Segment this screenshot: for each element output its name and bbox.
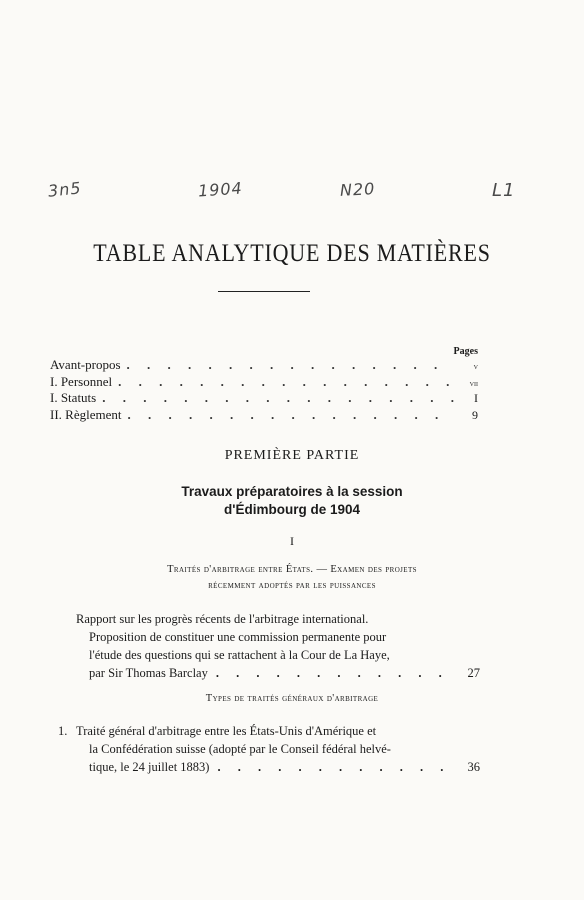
- part-title-line-1: Travaux préparatoires à la session: [181, 484, 403, 499]
- toc-page: v: [473, 361, 478, 371]
- toc-label: I. Personnel: [50, 374, 113, 389]
- toc-row-reglement[interactable]: [50, 407, 478, 425]
- toc-row-statuts[interactable]: [50, 390, 478, 408]
- toc-label: II. Règlement: [50, 407, 122, 422]
- section-heading: [0, 562, 584, 594]
- entry-line: Rapport sur les progrès récents de l'arbitrage international.: [76, 612, 369, 626]
- entry-line: l'étude des questions qui se rattachent à la Cour de La Haye,: [89, 648, 390, 662]
- dot-leader: [102, 390, 454, 406]
- toc-entry-traite[interactable]: [58, 722, 480, 776]
- dot-leader: [217, 758, 456, 776]
- section-heading-line-2: récemment adoptés par les puissances: [208, 580, 376, 591]
- toc-row-avant-propos[interactable]: [50, 357, 478, 375]
- pages-column-header: Pages: [453, 346, 478, 357]
- dot-leader: [127, 357, 454, 373]
- title-divider: [218, 291, 310, 292]
- entry-line-text: Traité général d'arbitrage entre les États-Unis d'Amérique et: [76, 724, 377, 738]
- toc-page: vii: [469, 378, 478, 388]
- toc-page: 9: [472, 408, 478, 422]
- handwritten-note-2: 1904: [197, 178, 244, 201]
- dot-leader: [127, 407, 454, 423]
- entry-line: [58, 722, 480, 740]
- entry-line: Proposition de constituer une commission permanente pour: [89, 630, 387, 644]
- toc-label: I. Statuts: [50, 390, 97, 405]
- dot-leader: [118, 374, 454, 390]
- entry-line: la Confédération suisse (adopté par le Conseil fédéral helvé-: [89, 742, 391, 756]
- entry-line-text: tique, le 24 juillet 1883): [89, 760, 210, 774]
- page-title: TABLE ANALYTIQUE DES MATIÈRES: [93, 238, 491, 267]
- section-heading-line-1: Traités d'arbitrage entre États. — Examen des projets: [167, 564, 417, 575]
- dot-leader: [216, 664, 456, 682]
- section-number: I: [290, 534, 294, 548]
- handwritten-note-3: N20: [339, 179, 376, 200]
- entry-page: 36: [467, 760, 480, 774]
- handwritten-note-1: 3n5: [47, 178, 83, 201]
- entry-number: 1.: [58, 724, 68, 738]
- entry-page: 27: [467, 666, 480, 680]
- subsection-heading: Types de traités généraux d'arbitrage: [205, 693, 379, 704]
- part-heading: PREMIÈRE PARTIE: [224, 448, 360, 463]
- part-title: [0, 483, 584, 519]
- part-title-line-2: d'Édimbourg de 1904: [224, 502, 360, 517]
- handwritten-note-4: L1: [492, 180, 516, 201]
- entry-line-text: par Sir Thomas Barclay: [89, 666, 208, 680]
- toc-label: Avant-propos: [50, 357, 121, 372]
- entry-line-last: [58, 758, 480, 776]
- toc-page: I: [474, 391, 478, 405]
- toc-entry-rapport[interactable]: [76, 610, 480, 682]
- entry-line-last: [76, 664, 480, 682]
